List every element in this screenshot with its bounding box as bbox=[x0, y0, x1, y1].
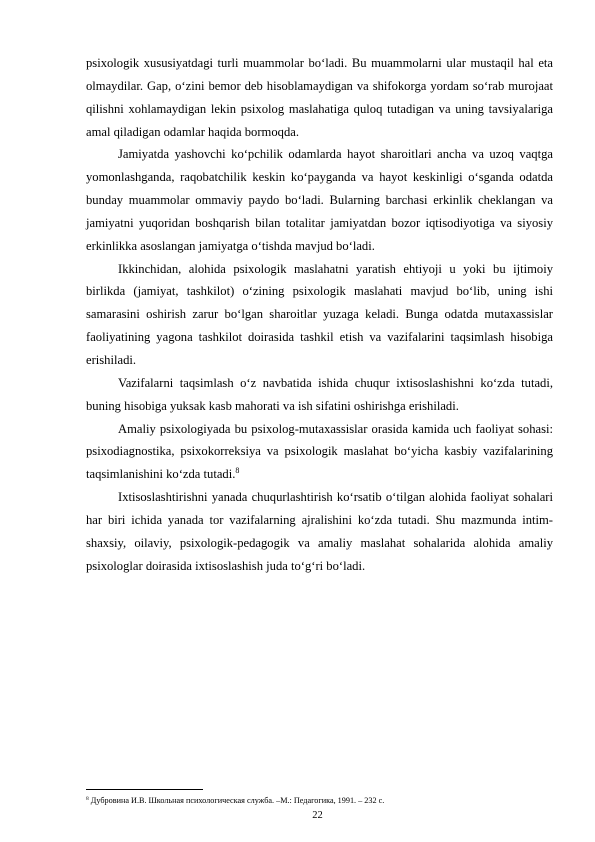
footnote-separator bbox=[86, 789, 203, 790]
paragraph-1: psixologik xususiyatdagi turli muammolar bo‘ladi. Bu muammolarni ular mustaqil hal eta olmaydilar. Gap, o‘zini bemor deb hisoblamaydigan va shifokorga yordam so‘rab murojaat qilishni xohlamaydigan lekin psixolog maslahatiga quloq tutadigan va uning tavsiyalariga amal qiladigan odamlar haqida bormoqda. bbox=[86, 56, 553, 139]
footnote bbox=[86, 796, 556, 806]
page-body bbox=[86, 52, 553, 577]
paragraph-5-text: Amaliy psixologiyada bu psixolog-mutaxassislar orasida kamida uch faoliyat sohasi: psixodiagnostika, psixokorreksiya va psixologik maslahat bo‘yicha kasbiy vazifalarining taqsimlanishini ko‘zda tutadi. bbox=[86, 421, 553, 482]
paragraph-6: Ixtisoslashtirishni yanada chuqurlashtirish ko‘rsatib o‘tilgan alohida faoliyat sohalari har biri ichida yanada tor vazifalarning ajralishini ko‘zda tutadi. Shu mazmunda intim-shaxsiy, oilaviy, psixologik-pedagogik va amaliy maslahat sohalarida alohida amaliy psixologlar doirasida ixtisoslashish juda to‘g‘ri bo‘ladi. bbox=[86, 490, 553, 573]
paragraph-3: Ikkinchidan, alohida psixologik maslahatni yaratish ehtiyoji u yoki bu ijtimoiy birlikda (jamiyat, tashkilot) o‘zining psixologik maslahati mavjud bo‘lib, uning ishi samarasini oshirish zarur bo‘lgan sharoitlar yuzaga keladi. Bunga odatda mutaxassislar faoliyatining yagona tashkilot doirasida tashkil etish va vazifalarini taqsimlash hisobiga erishiladi. bbox=[86, 261, 553, 367]
footnote-marker: 8 bbox=[86, 796, 89, 802]
page-number: 22 bbox=[312, 810, 323, 821]
paragraph-4: Vazifalarni taqsimlash o‘z navbatida ishida chuqur ixtisoslashishni ko‘zda tutadi, buning hisobiga yuksak kasb mahorati va ish sifatini oshirishga erishiladi. bbox=[86, 375, 553, 413]
footnote-reference: 8 bbox=[235, 466, 240, 476]
paragraph-5 bbox=[86, 418, 553, 487]
footnote-text: Дубровина И.В. Школьная психологическая служба. –М.: Педагогика, 1991. – 232 с. bbox=[90, 796, 385, 805]
paragraph-2: Jamiyatda yashovchi ko‘pchilik odamlarda hayot sharoitlari ancha va uzoq vaqtga yomonlashganda, raqobatchilik keskin ko‘payganda va hayot keskinligi o‘sganda odatda bunday muammolar ommaviy paydo bo‘ladi. Bularning barchasi erkinlik cheklangan va jamiyatni yuqoridan boshqarish bilan totalitar jamiyatdan bozor iqtisodiyotiga va siyosiy erkinlikka asoslangan jamiyatga o‘tishda mavjud bo‘ladi. bbox=[86, 147, 553, 253]
